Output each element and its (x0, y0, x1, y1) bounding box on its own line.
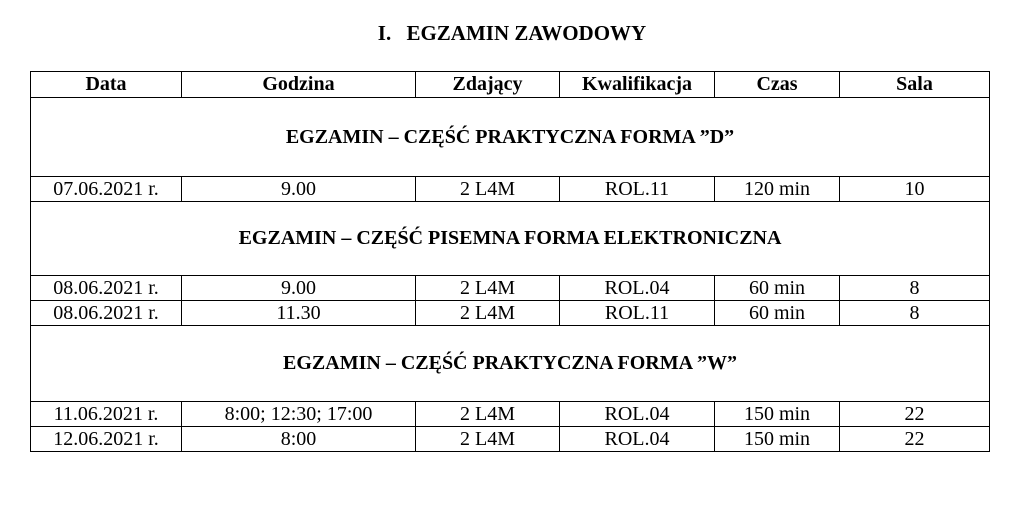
cell-examinees: 2 L4M (416, 276, 560, 301)
header-date: Data (31, 72, 182, 98)
cell-date: 12.06.2021 r. (31, 427, 182, 452)
section-row (31, 202, 990, 276)
cell-room: 8 (840, 276, 990, 301)
cell-qualification: ROL.11 (560, 177, 715, 202)
title-text: EGZAMIN ZAWODOWY (406, 21, 647, 45)
cell-examinees: 2 L4M (416, 427, 560, 452)
cell-date: 08.06.2021 r. (31, 301, 182, 326)
cell-room: 8 (840, 301, 990, 326)
table-row (31, 402, 990, 427)
cell-date: 07.06.2021 r. (31, 177, 182, 202)
cell-qualification: ROL.11 (560, 301, 715, 326)
section-heading-practical-d: EGZAMIN – CZĘŚĆ PRAKTYCZNA FORMA ”D” (31, 98, 990, 177)
cell-duration: 120 min (715, 177, 840, 202)
header-examinees: Zdający (416, 72, 560, 98)
page-title (0, 20, 1024, 46)
cell-time: 8:00 (182, 427, 416, 452)
cell-examinees: 2 L4M (416, 402, 560, 427)
cell-examinees: 2 L4M (416, 177, 560, 202)
cell-examinees: 2 L4M (416, 301, 560, 326)
cell-time: 9.00 (182, 276, 416, 301)
cell-room: 10 (840, 177, 990, 202)
cell-duration: 60 min (715, 301, 840, 326)
table-row (31, 276, 990, 301)
cell-date: 11.06.2021 r. (31, 402, 182, 427)
table-row (31, 427, 990, 452)
exam-schedule-table (30, 71, 990, 452)
section-row (31, 326, 990, 402)
cell-duration: 150 min (715, 427, 840, 452)
header-room: Sala (840, 72, 990, 98)
cell-time: 9.00 (182, 177, 416, 202)
header-time: Godzina (182, 72, 416, 98)
table-header-row (31, 72, 990, 98)
cell-duration: 60 min (715, 276, 840, 301)
section-heading-written-electronic: EGZAMIN – CZĘŚĆ PISEMNA FORMA ELEKTRONICZNA (31, 202, 990, 276)
cell-qualification: ROL.04 (560, 402, 715, 427)
cell-date: 08.06.2021 r. (31, 276, 182, 301)
table-row (31, 177, 990, 202)
cell-time: 11.30 (182, 301, 416, 326)
cell-time: 8:00; 12:30; 17:00 (182, 402, 416, 427)
cell-qualification: ROL.04 (560, 276, 715, 301)
title-number: I. (377, 21, 392, 45)
cell-room: 22 (840, 402, 990, 427)
cell-qualification: ROL.04 (560, 427, 715, 452)
section-row (31, 98, 990, 177)
header-duration: Czas (715, 72, 840, 98)
section-heading-practical-w: EGZAMIN – CZĘŚĆ PRAKTYCZNA FORMA ”W” (31, 326, 990, 402)
table-row (31, 301, 990, 326)
header-qualification: Kwalifikacja (560, 72, 715, 98)
cell-duration: 150 min (715, 402, 840, 427)
cell-room: 22 (840, 427, 990, 452)
